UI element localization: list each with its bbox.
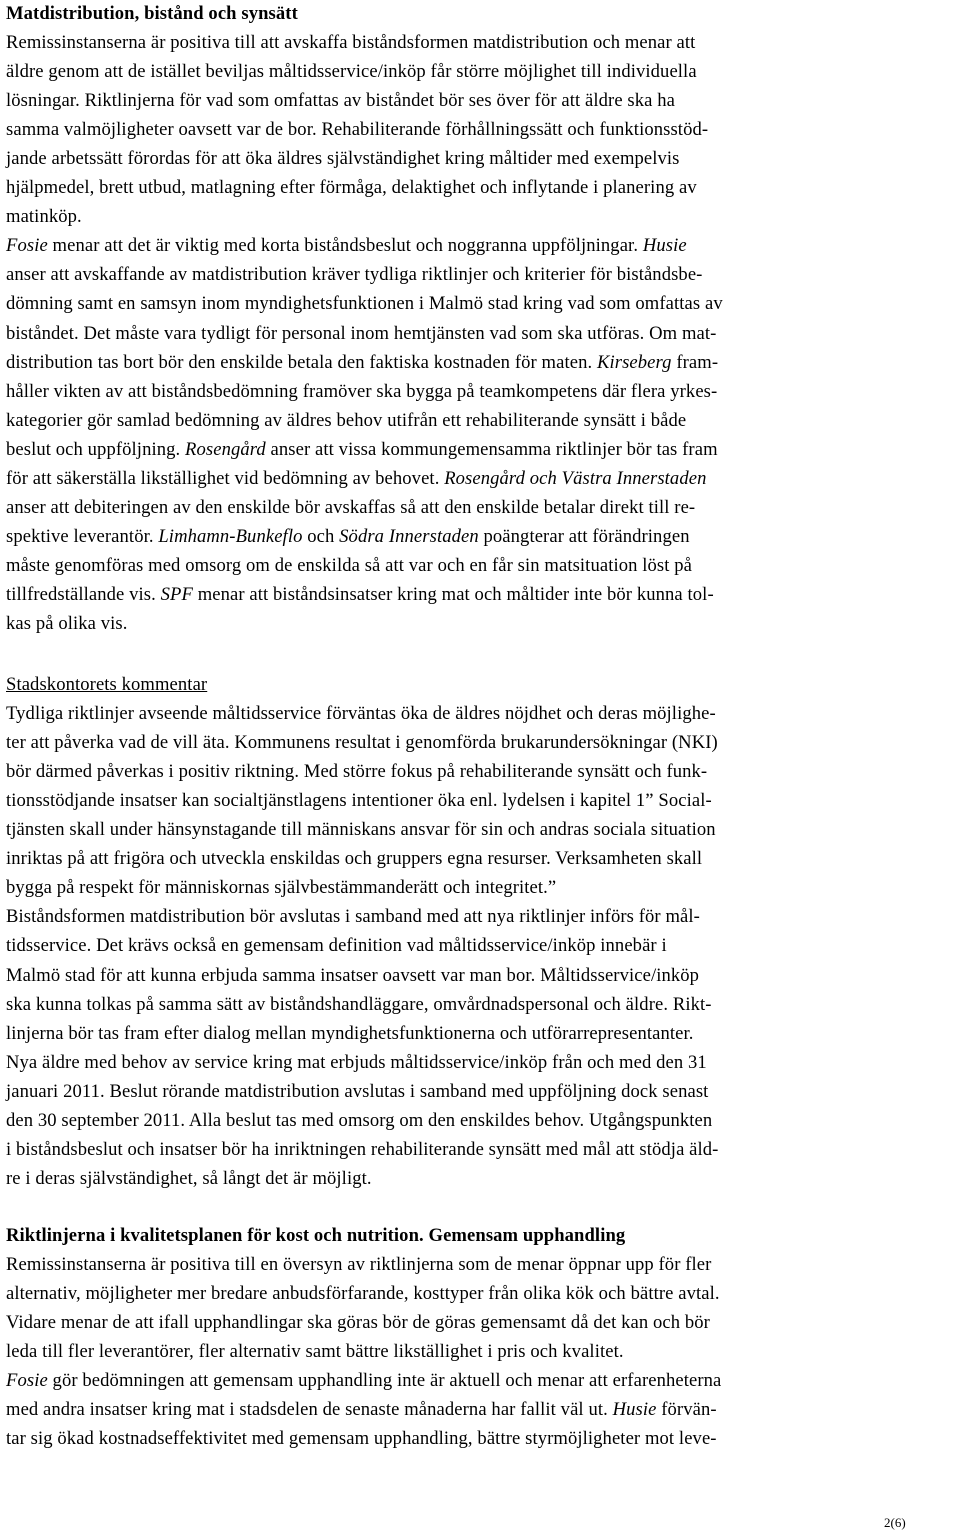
text-run: spektive leverantör. bbox=[6, 525, 159, 547]
text-line bbox=[6, 28, 956, 57]
text-line bbox=[6, 1337, 956, 1366]
text-line bbox=[6, 202, 956, 231]
text-run: re i deras självständighet, så långt det är möjligt. bbox=[6, 1167, 372, 1189]
text-run: menar att biståndsinsatser kring mat och måltider inte bör kunna tol- bbox=[192, 583, 714, 605]
text-line bbox=[6, 1106, 956, 1135]
text-run: tillfredställande vis. bbox=[6, 583, 161, 605]
text-run: för att säkerställa likställighet vid bedömning av behovet. bbox=[6, 467, 445, 489]
text-line bbox=[6, 435, 956, 464]
text-run: Nya äldre med behov av service kring mat erbjuds måltidsservice/inköp från och med den 31 bbox=[6, 1051, 707, 1073]
text-run: gör bedömningen att gemensam upphandling inte är aktuell och menar att erfarenheterna bbox=[47, 1370, 722, 1392]
text-run: Vidare menar de att ifall upphandlingar ska göras bör de göras gemensamt då det kan och bör bbox=[6, 1312, 710, 1334]
text-line bbox=[6, 57, 956, 86]
section-heading-stadskontorets-kommentar: Stadskontorets kommentar bbox=[6, 674, 208, 696]
section-body-riktlinjerna bbox=[6, 1250, 956, 1453]
text-line bbox=[6, 1308, 956, 1337]
text-line bbox=[6, 1077, 956, 1106]
text-line bbox=[6, 728, 956, 757]
text-run: inriktas på att frigöra och utveckla enskildas och gruppers egna resurser. Verksamheten skall bbox=[6, 848, 703, 870]
entity-name: Fosie bbox=[6, 1370, 48, 1392]
text-run: Remissinstanserna är positiva till att avskaffa biståndsformen matdistribution och menar att bbox=[6, 32, 696, 54]
text-run: jande arbetssätt förordas för att öka äldres självständighet kring måltider med exempelvis bbox=[6, 148, 680, 170]
text-run: distribution tas bort bör den enskilde betala den faktiska kostnaden för maten. bbox=[6, 351, 597, 373]
text-line bbox=[6, 902, 956, 931]
text-run: samma valmöjligheter oavsett var de bor. Rehabiliterande förhållningssätt och funktionsstöd- bbox=[6, 119, 709, 141]
text-run: leda till fler leverantörer, fler alternativ samt bättre likställighet i pris och kvalitet. bbox=[6, 1341, 624, 1363]
text-run: anser att debiteringen av den enskilde bör avskaffas så att den enskilde betalar direkt till re- bbox=[6, 496, 696, 518]
section-body-stadskontorets-kommentar bbox=[6, 699, 956, 1193]
text-run: januari 2011. Beslut rörande matdistribution avslutas i samband med uppföljning dock senast bbox=[6, 1080, 709, 1102]
document-page bbox=[6, 0, 956, 1453]
text-line bbox=[6, 1366, 956, 1395]
text-run: beslut och uppföljning. bbox=[6, 438, 186, 460]
entity-name: SPF bbox=[160, 583, 193, 605]
text-run: tar sig ökad kostnadseffektivitet med gemensam upphandling, bättre styrmöjligheter mot leve- bbox=[6, 1428, 717, 1450]
text-line bbox=[6, 1135, 956, 1164]
text-line bbox=[6, 815, 956, 844]
text-line bbox=[6, 319, 956, 348]
text-line bbox=[6, 786, 956, 815]
entity-name: Husie bbox=[642, 235, 687, 257]
text-line bbox=[6, 931, 956, 960]
text-run: linjerna bör tas fram efter dialog mellan myndighetsfunktionerna och utförarrepresentanter. bbox=[6, 1022, 694, 1044]
text-run: ter att påverka vad de vill äta. Kommunens resultat i genomförda brukarundersökningar (NKI) bbox=[6, 732, 718, 754]
entity-name: Limhamn-Bunkeflo bbox=[158, 525, 303, 547]
text-line bbox=[6, 699, 956, 728]
text-line bbox=[6, 289, 956, 318]
text-run: Remissinstanserna är positiva till en översyn av riktlinjerna som de menar öppnar upp för fler bbox=[6, 1253, 712, 1275]
text-line bbox=[6, 377, 956, 406]
text-run: menar att det är viktig med korta biståndsbeslut och noggranna uppföljningar. bbox=[47, 235, 643, 257]
text-run: ska kunna tolkas på samma sätt av biståndshandläggare, omvårdnadspersonal och äldre. Rikt- bbox=[6, 993, 712, 1015]
text-line bbox=[6, 961, 956, 990]
text-line bbox=[6, 464, 956, 493]
text-line bbox=[6, 493, 956, 522]
text-run: dömning samt en samsyn inom myndighetsfunktionen i Malmö stad kring vad som omfattas av bbox=[6, 293, 723, 315]
entity-name: Rosengård och Västra Innerstaden bbox=[444, 467, 707, 489]
text-line bbox=[6, 1395, 956, 1424]
section-body-matdistribution bbox=[6, 28, 956, 638]
text-run: och bbox=[302, 525, 340, 547]
text-line bbox=[6, 844, 956, 873]
text-run: Tydliga riktlinjer avseende måltidsservice förväntas öka de äldres nöjdhet och deras möjlighe- bbox=[6, 703, 716, 725]
section-heading-matdistribution: Matdistribution, bistånd och synsätt bbox=[6, 3, 298, 24]
text-run: matinköp. bbox=[6, 206, 82, 228]
text-run: kas på olika vis. bbox=[6, 612, 128, 634]
entity-name: Husie bbox=[612, 1399, 657, 1421]
text-run: tidsservice. Det krävs också en gemensam definition vad måltidsservice/inköp innebär i bbox=[6, 935, 667, 957]
text-run: håller vikten av att biståndsbedömning framöver ska bygga på teamkompetens där flera yrkes- bbox=[6, 380, 718, 402]
text-line bbox=[6, 1279, 956, 1308]
text-line bbox=[6, 757, 956, 786]
text-run: Biståndsformen matdistribution bör avslutas i samband med att nya riktlinjer införs för mål- bbox=[6, 906, 700, 928]
section-heading-riktlinjerna: Riktlinjerna i kvalitetsplanen för kost och nutrition. Gemensam upphandling bbox=[6, 1224, 626, 1246]
page-number: 2(6) bbox=[884, 1515, 906, 1530]
text-run: alternativ, möjligheter mer bredare anbudsförfarande, kosttyper från olika kök och bättre avtal. bbox=[6, 1282, 720, 1304]
text-line bbox=[6, 1250, 956, 1279]
text-run: kategorier gör samlad bedömning av äldres behov utifrån ett rehabiliterande synsätt i både bbox=[6, 409, 687, 431]
text-line bbox=[6, 144, 956, 173]
text-line bbox=[6, 580, 956, 609]
text-line bbox=[6, 551, 956, 580]
text-line bbox=[6, 173, 956, 202]
text-line bbox=[6, 873, 956, 902]
text-run: med andra insatser kring mat i stadsdelen de senaste månaderna har fallit väl ut. bbox=[6, 1399, 613, 1421]
text-line bbox=[6, 406, 956, 435]
text-run: poängterar att förändringen bbox=[478, 525, 690, 547]
text-run: anser att avskaffande av matdistribution kräver tydliga riktlinjer och kriterier för biståndsbe- bbox=[6, 264, 703, 286]
text-run: biståndet. Det måste vara tydligt för personal inom hemtjänsten vad som ska utföras. Om mat- bbox=[6, 322, 717, 344]
text-run: Malmö stad för att kunna erbjuda samma insatser oavsett var man bor. Måltidsservice/inköp bbox=[6, 964, 700, 986]
text-line bbox=[6, 1019, 956, 1048]
text-run: måste genomföras med omsorg om de enskilda så att var och en får sin matsituation löst på bbox=[6, 554, 693, 576]
entity-name: Fosie bbox=[6, 235, 48, 257]
text-run: tjänsten skall under hänsynstagande till människans ansvar för sin och andras sociala situation bbox=[6, 819, 716, 841]
text-run: bygga på respekt för människornas självbestämmanderätt och integritet.” bbox=[6, 877, 557, 899]
text-run: lösningar. Riktlinjerna för vad som omfattas av biståndet bör ses över för att äldre ska ha bbox=[6, 90, 676, 112]
text-line bbox=[6, 522, 956, 551]
text-line bbox=[6, 115, 956, 144]
text-line bbox=[6, 86, 956, 115]
text-run: bör därmed påverkas i positiv riktning. Med större fokus på rehabiliterande synsätt och funk- bbox=[6, 761, 708, 783]
text-run: äldre genom att de istället beviljas måltidsservice/inköp får större möjlighet till individuella bbox=[6, 61, 697, 83]
text-line bbox=[6, 260, 956, 289]
entity-name: Kirseberg bbox=[596, 351, 672, 373]
text-run: den 30 september 2011. Alla beslut tas med omsorg om den enskildes behov. Utgångspunkten bbox=[6, 1109, 713, 1131]
text-line bbox=[6, 1164, 956, 1193]
text-line bbox=[6, 348, 956, 377]
entity-name: Södra Innerstaden bbox=[339, 525, 479, 547]
text-run: i biståndsbeslut och insatser bör ha inriktningen rehabiliterande synsätt med mål att stödja äld- bbox=[6, 1138, 719, 1160]
text-line bbox=[6, 1048, 956, 1077]
text-run: tionsstödjande insatser kan socialtjänstlagens intentioner öka enl. lydelsen i kapitel 1” Social- bbox=[6, 790, 712, 812]
text-line bbox=[6, 1424, 956, 1453]
text-run: fram- bbox=[671, 351, 719, 373]
entity-name: Rosengård bbox=[185, 438, 266, 460]
text-line bbox=[6, 609, 956, 638]
text-run: förvän- bbox=[656, 1399, 717, 1421]
text-line bbox=[6, 231, 956, 260]
text-run: hjälpmedel, brett utbud, matlagning efter förmåga, delaktighet och inflytande i planering av bbox=[6, 177, 697, 199]
text-line bbox=[6, 990, 956, 1019]
text-run: anser att vissa kommungemensamma riktlinjer bör tas fram bbox=[265, 438, 718, 460]
